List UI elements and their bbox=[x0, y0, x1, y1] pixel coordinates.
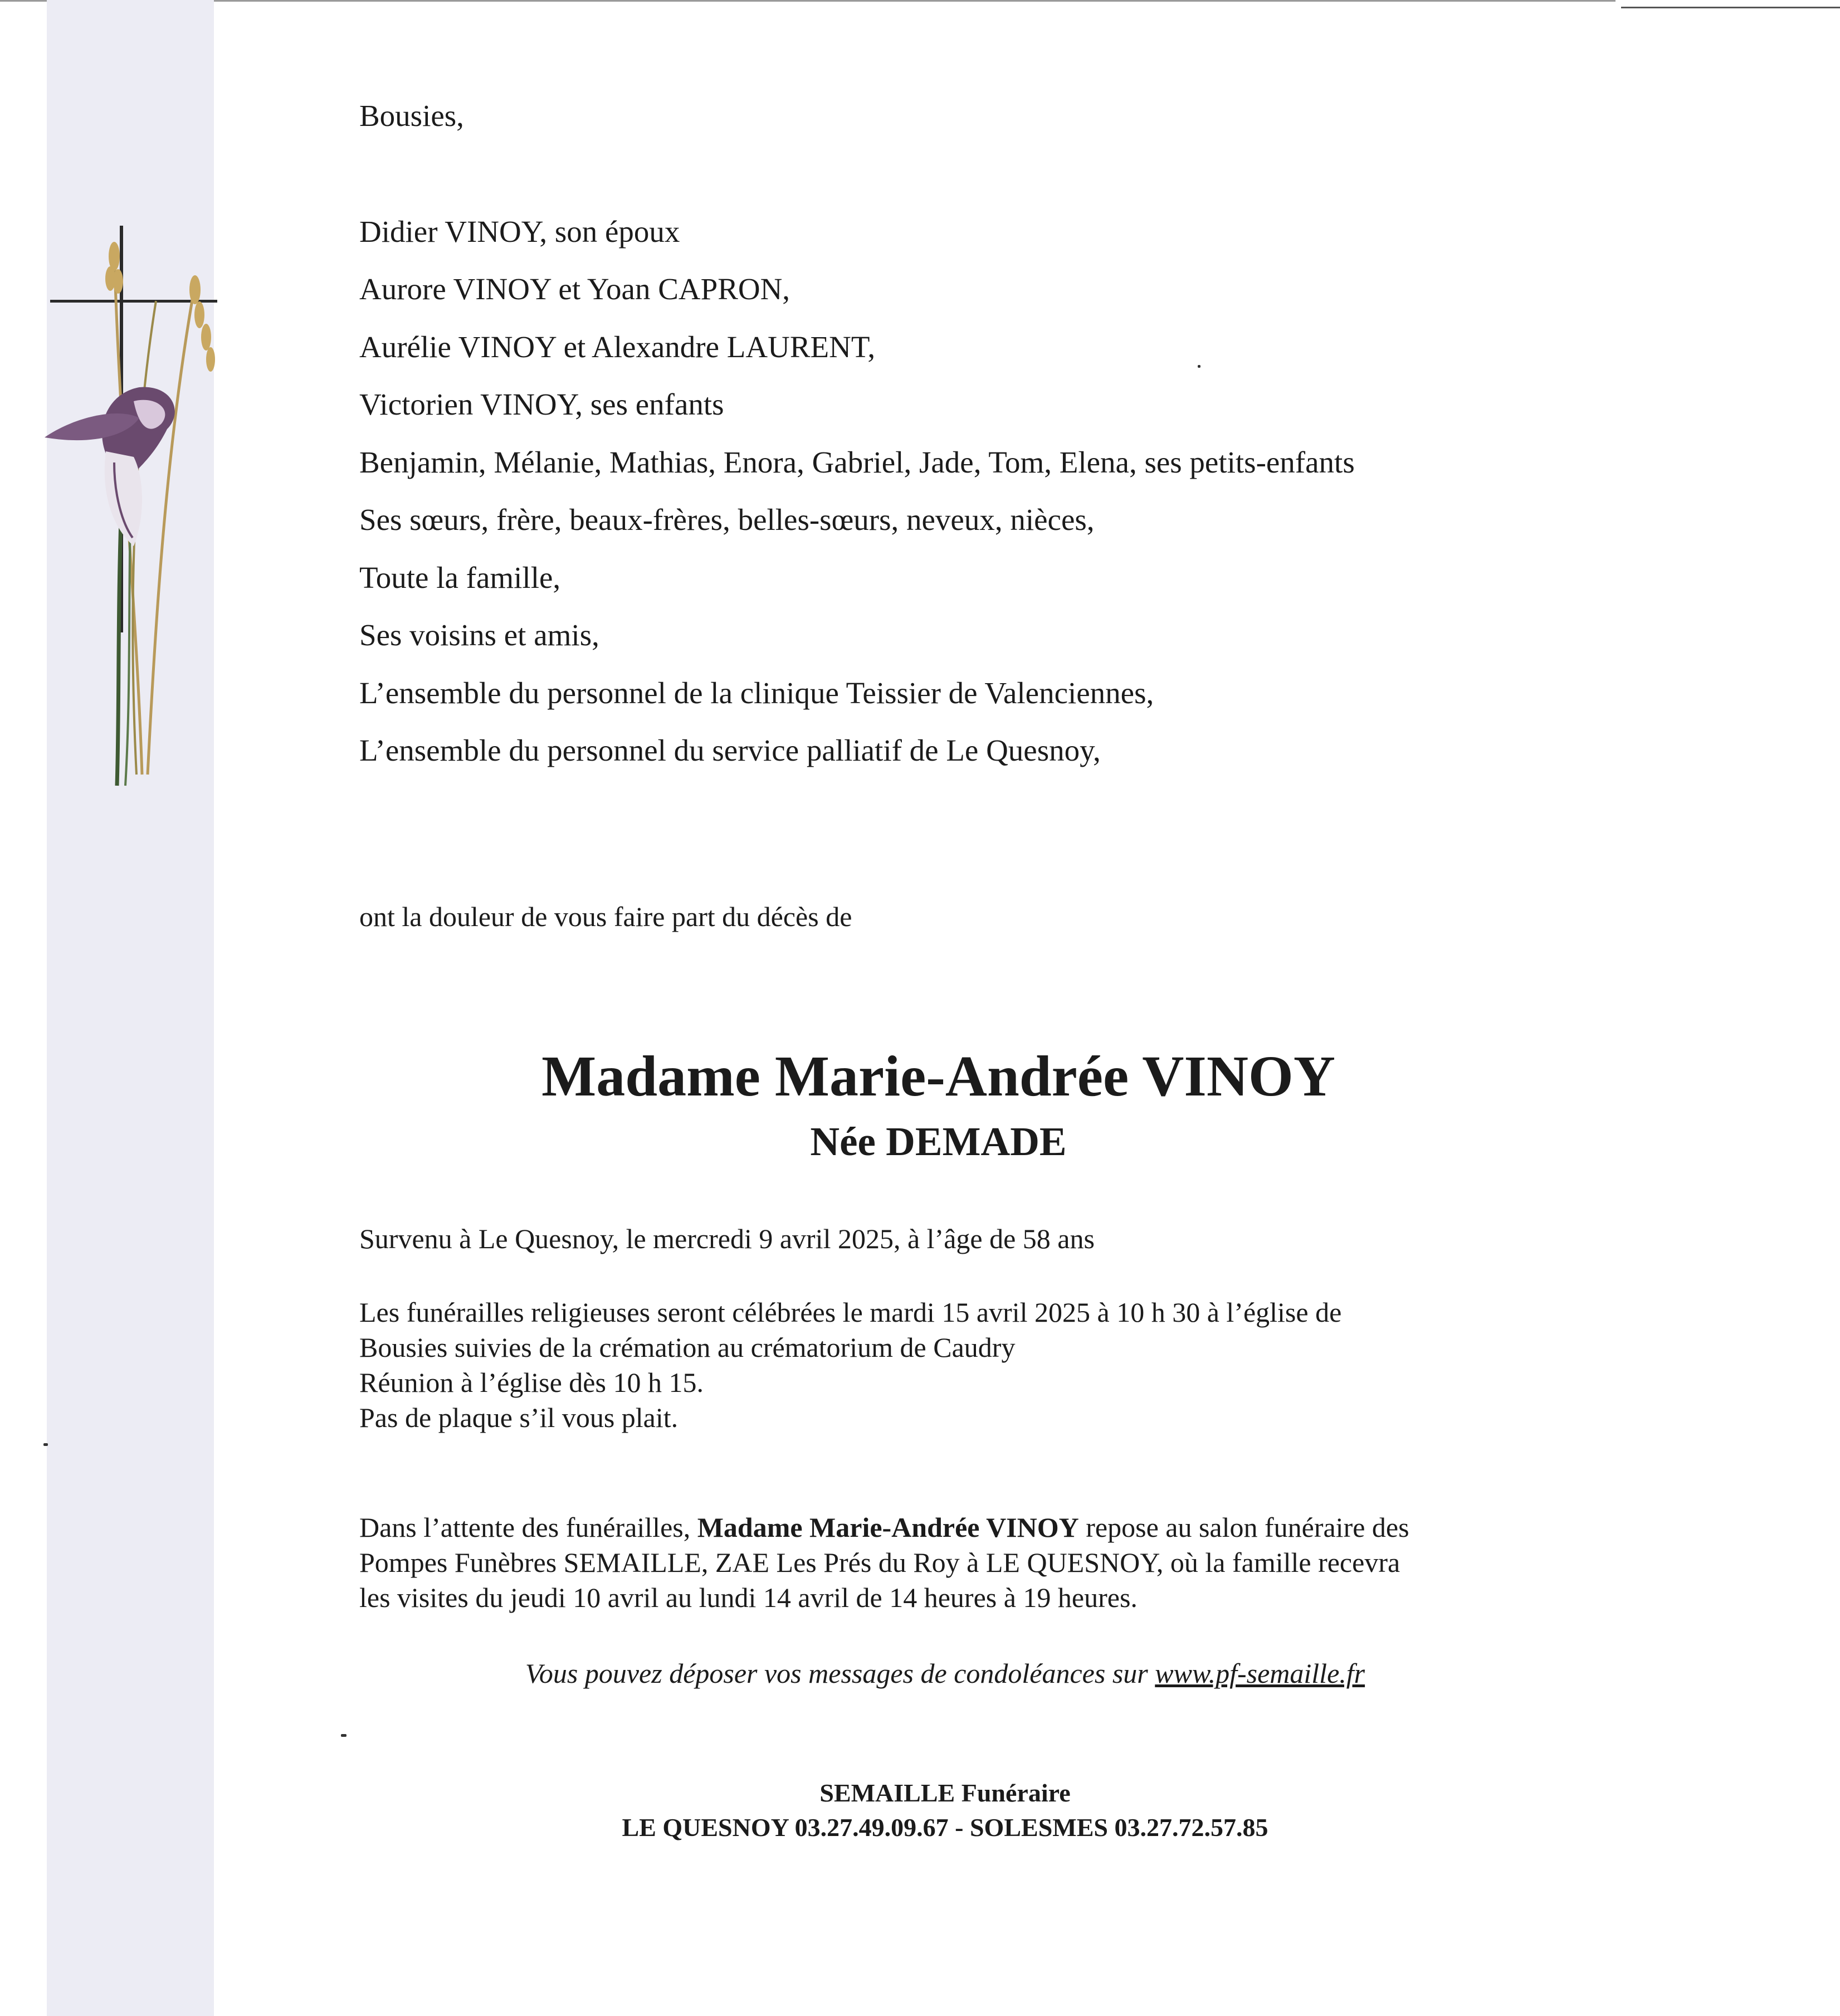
family-line: Victorien VINOY, ses enfants bbox=[359, 387, 724, 421]
funeral-details bbox=[359, 1295, 1341, 1435]
cross-lily-wheat-icon bbox=[22, 217, 234, 797]
footer-company: SEMAILLE Funéraire bbox=[819, 1779, 1071, 1807]
family-line: L’ensemble du personnel de la clinique Teissier de Valenciennes, bbox=[359, 676, 1154, 710]
wake-line bbox=[359, 1510, 1409, 1545]
wake-deceased-name: Madame Marie-Andrée VINOY bbox=[697, 1512, 1079, 1543]
location-heading: Bousies, bbox=[359, 99, 464, 133]
family-line: Aurore VINOY et Yoan CAPRON, bbox=[359, 272, 790, 306]
scan-speck bbox=[1198, 365, 1200, 368]
condolences-note bbox=[0, 1659, 1840, 1687]
top-right-scan-edge bbox=[1621, 7, 1840, 8]
funeral-line: Les funérailles religieuses seront célébrées le mardi 15 avril 2025 à 10 h 30 à l’église de bbox=[359, 1297, 1342, 1328]
wake-line-text: repose au salon funéraire des bbox=[1078, 1512, 1409, 1543]
maiden-name: Née DEMADE bbox=[810, 1119, 1067, 1164]
family-line: Ses sœurs, frère, beaux-frères, belles-sœurs, neveux, nièces, bbox=[359, 503, 1095, 537]
wake-details bbox=[359, 1510, 1409, 1615]
announcement-text: ont la douleur de vous faire part du décès de bbox=[359, 901, 852, 932]
deceased-name: Madame Marie-Andrée VINOY bbox=[541, 1044, 1335, 1108]
footer-contacts: LE QUESNOY 03.27.49.09.67 - SOLESMES 03.27.72.57.85 bbox=[622, 1813, 1268, 1842]
funeral-line: Pas de plaque s’il vous plait. bbox=[359, 1402, 679, 1433]
family-line: Toute la famille, bbox=[359, 561, 561, 595]
death-info: Survenu à Le Quesnoy, le mercredi 9 avril 2025, à l’âge de 58 ans bbox=[359, 1223, 1095, 1254]
family-line: Benjamin, Mélanie, Mathias, Enora, Gabriel, Jade, Tom, Elena, ses petits-enfants bbox=[359, 445, 1355, 479]
family-line: Ses voisins et amis, bbox=[359, 618, 599, 652]
family-line: Didier VINOY, son époux bbox=[359, 215, 680, 249]
top-scan-edge bbox=[0, 0, 1616, 2]
scan-speck bbox=[341, 1734, 346, 1737]
family-line: L’ensemble du personnel du service palliatif de Le Quesnoy, bbox=[359, 733, 1101, 767]
wake-line: Pompes Funèbres SEMAILLE, ZAE Les Prés du Roy à LE QUESNOY, où la famille recevra bbox=[359, 1547, 1400, 1578]
wake-line-text: Dans l’attente des funérailles, bbox=[359, 1512, 697, 1543]
funeral-line: Réunion à l’église dès 10 h 15. bbox=[359, 1367, 704, 1398]
funeral-line: Bousies suivies de la crémation au crématorium de Caudry bbox=[359, 1332, 1016, 1363]
condolences-link[interactable]: www.pf-semaille.fr bbox=[1155, 1658, 1365, 1689]
wake-line: les visites du jeudi 10 avril au lundi 14 avril de 14 heures à 19 heures. bbox=[359, 1582, 1138, 1613]
condolences-text: Vous pouvez déposer vos messages de condoléances sur bbox=[525, 1658, 1155, 1689]
scan-speck bbox=[43, 1443, 48, 1446]
family-line: Aurélie VINOY et Alexandre LAURENT, bbox=[359, 330, 876, 364]
